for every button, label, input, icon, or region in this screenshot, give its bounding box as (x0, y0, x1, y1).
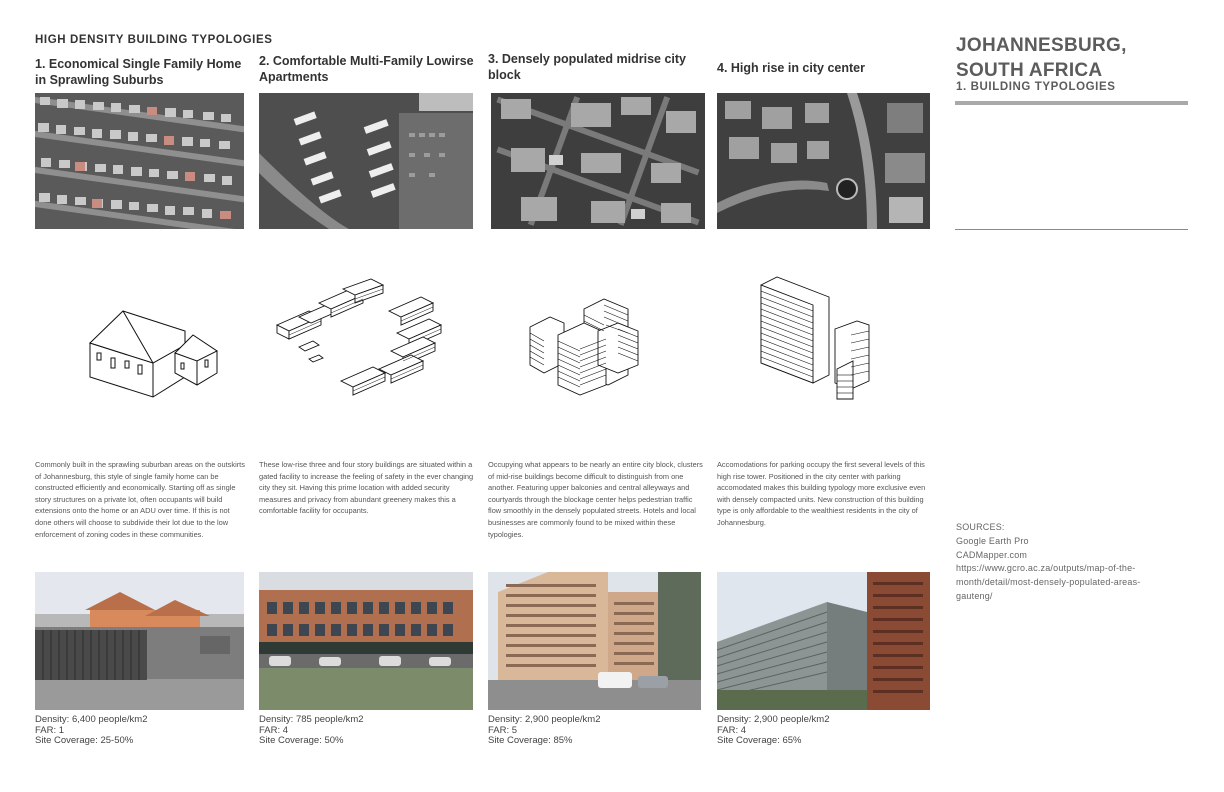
street-photo-lowrise (259, 572, 473, 710)
source-item: Google Earth Pro (956, 535, 1029, 546)
sidebar-subtitle: 1. BUILDING TYPOLOGIES (956, 81, 1116, 93)
street-photo-midrise (488, 572, 701, 710)
far-value: FAR: 5 (488, 724, 518, 736)
isometric-drawing-single-family (35, 265, 245, 415)
isometric-drawing-highrise (717, 265, 931, 415)
density-value: Density: 2,900 people/km2 (488, 714, 601, 725)
divider-thick (955, 101, 1188, 105)
typology-column-2 (259, 0, 474, 792)
sources-list (956, 521, 1166, 604)
site-coverage-value: Site Coverage: 25-50% (35, 735, 134, 746)
density-value: Density: 6,400 people/km2 (35, 714, 148, 725)
site-coverage-value: Site Coverage: 65% (717, 735, 802, 746)
site-coverage-value: Site Coverage: 50% (259, 735, 344, 746)
aerial-image-suburbs (35, 93, 244, 229)
street-photo-highrise (717, 572, 930, 710)
typology-column-3 (488, 0, 706, 792)
density-value: Density: 785 people/km2 (259, 714, 364, 725)
typology-stats (35, 715, 245, 747)
typology-column-4 (717, 0, 931, 792)
aerial-image-lowrise (259, 93, 473, 229)
page-heading: HIGH DENSITY BUILDING TYPOLOGIES (35, 34, 273, 46)
source-link[interactable]: https://www.gcro.ac.za/outputs/map-of-the-month/detail/most-densely-populated-areas-gauteng/ (956, 563, 1141, 601)
typology-description: Accomodations for parking occupy the first several levels of this high rise tower. Positioned in the city center with parking accomodated makes this building typology more exclusive even with densely compacted units. New construction of this building type is only affordable to the wealthiest residents in the city of Johannesburg. (717, 460, 926, 527)
far-value: FAR: 4 (259, 724, 289, 736)
aerial-image-midrise (491, 93, 705, 229)
typology-title: 4. High rise in city center (717, 61, 865, 75)
typology-title: 1. Economical Single Family Home in Sprawling Suburbs (35, 57, 242, 87)
isometric-drawing-lowrise (259, 265, 474, 415)
typology-stats (717, 715, 931, 747)
sidebar-title-line-2: SOUTH AFRICA (956, 60, 1103, 81)
typology-description: Occupying what appears to be nearly an entire city block, clusters of mid-rise buildings become difficult to distinguish from one another. Featuring upper balconies and central alleyways and courtyards through the blockage center helps pedestrian traffic flow smoothly in the densely populated streets. Hotels and local businesses are commonly found to be mixed within these typologies. (488, 460, 703, 539)
far-value: FAR: 4 (717, 724, 747, 736)
sources-label: SOURCES: (956, 522, 1005, 532)
sidebar-title (956, 33, 1196, 83)
source-item: CADMapper.com (956, 549, 1028, 560)
typology-column-1 (35, 0, 245, 792)
density-value: Density: 2,900 people/km2 (717, 714, 830, 725)
typology-title: 2. Comfortable Multi-Family Lowirse Apartments (259, 54, 474, 84)
divider-thin (955, 229, 1188, 230)
typology-stats (488, 715, 706, 747)
sidebar-title-line-1: JOHANNESBURG, (956, 35, 1127, 56)
isometric-drawing-midrise (488, 265, 706, 415)
typology-title: 3. Densely populated midrise city block (488, 52, 686, 82)
far-value: FAR: 1 (35, 724, 65, 736)
site-coverage-value: Site Coverage: 85% (488, 735, 573, 746)
typology-description: Commonly built in the sprawling suburban areas on the outskirts of Johannesburg, this style of single family home can be constructed efficiently and economically. Starting off as single story structures on a private lot, often occupants will build extensions onto the home or an ADU over time. If this is not done others will choose to subdivide their lot due to the low enforcement of zoning codes in these communities. (35, 460, 245, 539)
street-photo-single-family (35, 572, 244, 710)
typology-description: These low-rise three and four story buildings are situated within a gated facility to increase the feeling of safety in the ever changing city they sit. Having this prime location with added security measures and privacy from abundant greenery makes this a comfortable facility for occupants. (259, 460, 474, 516)
typology-stats (259, 715, 474, 747)
aerial-image-highrise (717, 93, 930, 229)
